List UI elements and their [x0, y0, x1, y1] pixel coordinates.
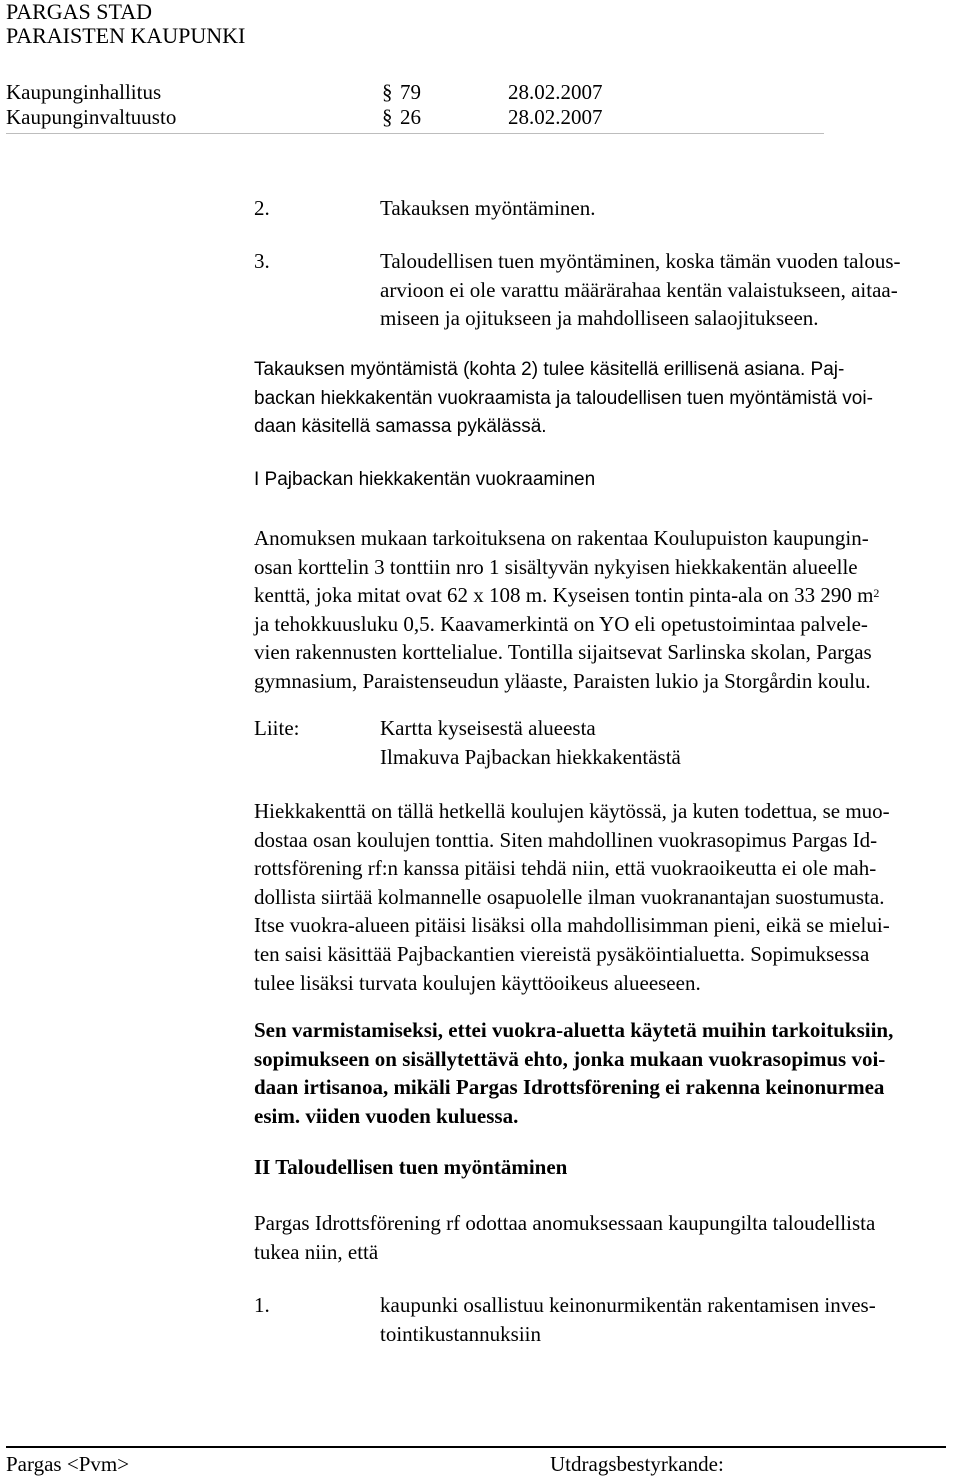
paragraph-condition [254, 1016, 960, 1130]
paragraph-line: vien rakennusten korttelialue. Tontilla sijaitsevat Sarlinska skolan, Pargas [254, 640, 872, 665]
meeting-date: 28.02.2007 [508, 105, 603, 129]
paragraph-line: Anomuksen mukaan tarkoituksena on rakentaa Koulupuiston kaupungin- [254, 526, 869, 550]
list-item-line: miseen ja ojitukseen ja mahdolliseen salaojitukseen. [380, 306, 819, 331]
org-name-swedish: PARGAS STAD [6, 0, 152, 24]
attachment-item: Ilmakuva Pajbackan hiekkakentästä [380, 744, 681, 769]
paragraph-line: dollista siirtää kolmannelle osapuolelle ilman vuokranantajan suostumusta. [254, 884, 885, 909]
paragraph-line: Takauksen myöntämistä (kohta 2) tulee käsitellä erillisenä asiana. Paj- [254, 359, 845, 380]
paragraph-line: esim. viiden vuoden kuluessa. [254, 1103, 519, 1128]
list-item-line: tointikustannuksiin [380, 1321, 542, 1346]
paragraph-line [254, 581, 960, 610]
header-divider [6, 133, 824, 134]
paragraph-line: osan korttelin 3 tonttiin nro 1 sisältyvän nykyisen hiekkakentän alueelle [254, 554, 858, 579]
section-sign: § [382, 105, 393, 129]
list-item-line: arvioon ei ole varattu määrärahaa kentän valaistukseen, aitaa- [380, 277, 898, 302]
list-number: 2. [254, 196, 270, 220]
paragraph-line: Hiekkakenttä on tällä hetkellä koulujen käytössä, ja kuten todettua, se muo- [254, 799, 890, 823]
superscript: 2 [873, 586, 880, 601]
list-item-text [380, 194, 595, 223]
paragraph-line: backan hiekkakentän vuokraamista ja taloudellisen tuen myöntämistä voi- [254, 387, 873, 409]
list-number: 1. [254, 1293, 270, 1317]
paragraph-line: Sen varmistamiseksi, ettei vuokra-aluetta käytetä muihin tarkoituksiin, [254, 1018, 894, 1042]
footer-certification: Utdragsbestyrkande: [550, 1452, 724, 1476]
attachment-list [380, 714, 681, 771]
meeting-date: 28.02.2007 [508, 80, 603, 104]
section-heading-lease [254, 466, 960, 495]
list-item-line: Taloudellisen tuen myöntäminen, koska tämän vuoden talous- [380, 249, 901, 273]
section-heading-support [254, 1153, 960, 1182]
paragraph-line: gymnasium, Paraistenseudun yläaste, Paraisten lukio ja Storgårdin koulu. [254, 668, 871, 693]
paragraph-line: ja tehokkuusluku 0,5. Kaavamerkintä on YO eli opetustoimintaa palvele- [254, 611, 868, 636]
org-name-finnish: PARAISTEN KAUPUNKI [6, 23, 246, 48]
paragraph-current-use [254, 797, 960, 997]
footer-divider [6, 1446, 946, 1448]
section-number: 26 [400, 105, 421, 129]
paragraph-line: tukea niin, että [254, 1239, 379, 1264]
paragraph-line: sopimukseen on sisällytettävä ehto, jonka mukaan vuokrasopimus voi- [254, 1046, 886, 1071]
list-number: 3. [254, 249, 270, 273]
section-number: 79 [400, 80, 421, 104]
list-item-line: Takauksen myöntäminen. [380, 196, 596, 220]
list-item-line: kaupunki osallistuu keinonurmikentän rakentamisen inves- [380, 1293, 876, 1317]
heading-text: I Pajbackan hiekkakentän vuokraaminen [254, 469, 596, 490]
paragraph-line: tulee lisäksi turvata koulujen käyttöoikeus alueeseen. [254, 970, 701, 995]
meeting-body: Kaupunginhallitus [6, 80, 162, 104]
attachment-label: Liite: [254, 716, 300, 740]
paragraph-line: ten saisi käsittää Pajbackantien viereistä pysäköintialuetta. Sopimuksessa [254, 941, 870, 966]
paragraph-line: Pargas Idrottsförening rf odottaa anomuksessaan kaupungilta taloudellista [254, 1211, 876, 1235]
attachment-item: Kartta kyseisestä alueesta [380, 716, 596, 740]
list-item-text [380, 247, 901, 333]
list-item-text [380, 1291, 876, 1348]
paragraph-application [254, 524, 960, 696]
paragraph-line: dostaa osan koulujen tonttia. Siten mahdollinen vuokrasopimus Pargas Id- [254, 827, 878, 852]
paragraph-line: Itse vuokra-alueen pitäisi lisäksi olla mahdollisimman pieni, eikä se mielui- [254, 913, 890, 938]
heading-text: II Taloudellisen tuen myöntäminen [254, 1155, 568, 1179]
paragraph-line: rottsförening rf:n kanssa pitäisi tehdä niin, että vuokraoikeutta ei ole mah- [254, 856, 877, 881]
paragraph-line: daan käsitellä samassa pykälässä. [254, 416, 547, 438]
section-sign: § [382, 80, 393, 104]
paragraph-line: daan irtisanoa, mikäli Pargas Idrottsförening ei rakenna keinonurmea [254, 1075, 885, 1100]
footer-place-date: Pargas <Pvm> [6, 1452, 130, 1476]
paragraph-request [254, 1209, 960, 1266]
line-text: kenttä, joka mitat ovat 62 x 108 m. Kyseisen tontin pinta-ala on 33 290 m [254, 583, 874, 608]
meeting-body: Kaupunginvaltuusto [6, 105, 177, 129]
paragraph-guarantee-note [254, 356, 960, 442]
